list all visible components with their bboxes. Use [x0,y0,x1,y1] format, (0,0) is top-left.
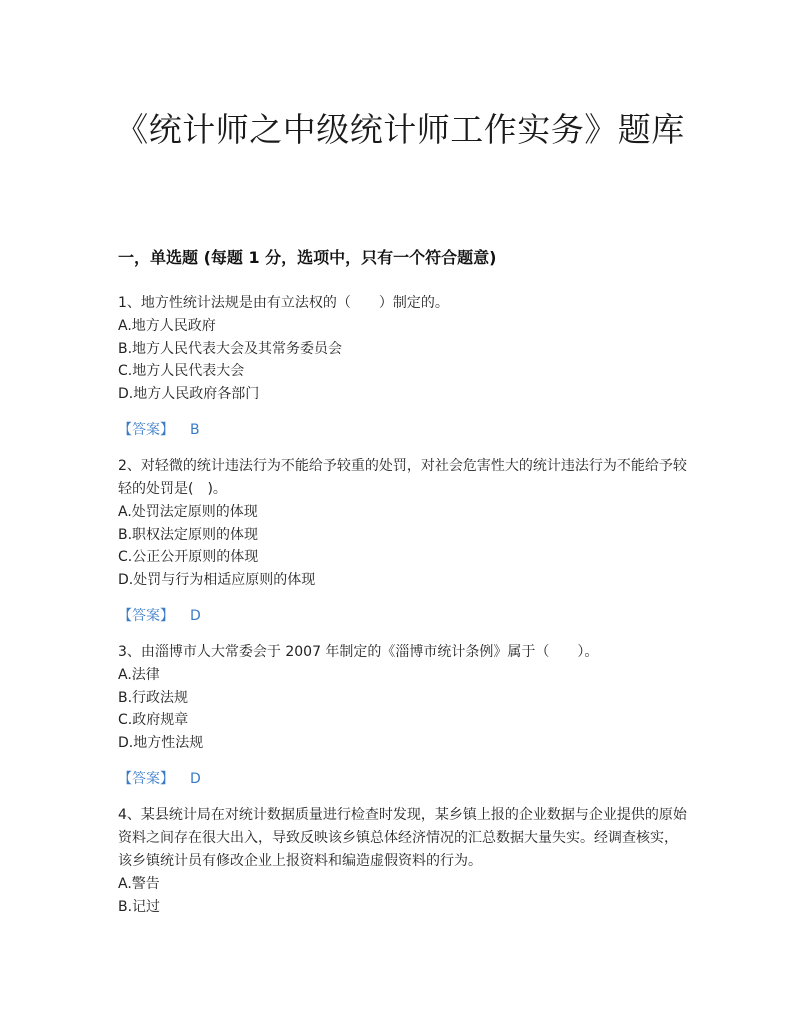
question-stem: 4、某县统计局在对统计数据质量进行检查时发现，某乡镇上报的企业数据与企业提供的原始资料之间存在很大出入，导致反映该乡镇总体经济情况的汇总数据大量失实。经调查核实，该乡镇统计员有修改企业上报资料和编造虚假资料的行为。 [118,807,687,869]
option-d: D.地方性法规 [118,734,204,751]
question-stem: 3、由淄博市人大常委会于 2007 年制定的《淄博市统计条例》属于（ ）。 [118,644,599,660]
document-title: 《统计师之中级统计师工作实务》题库 [115,110,685,149]
option-d: D.地方人民政府各部门 [118,385,260,402]
answer-line [118,768,688,790]
answer-value: D [190,771,201,787]
option-a: A.警告 [118,876,160,892]
answer-label: 【答案】 [118,422,174,438]
answer-label: 【答案】 [118,608,174,624]
question-stem: 1、地方性统计法规是由有立法权的（ ）制定的。 [118,295,449,311]
section-heading: 一，单选题 (每题 1 分，选项中，只有一个符合题意) [118,248,497,267]
option-b: B.记过 [118,898,161,915]
option-b: B.行政法规 [118,689,189,706]
option-a: A.法律 [118,667,160,683]
question-2 [118,455,688,627]
question-4 [118,804,688,918]
option-c: C.公正公开原则的体现 [118,549,259,565]
question-1 [118,292,688,441]
answer-line [118,605,688,627]
answer-label: 【答案】 [118,771,174,787]
question-stem: 2、对轻微的统计违法行为不能给予较重的处罚，对社会危害性大的统计违法行为不能给予较轻的处罚是( )。 [118,458,687,497]
option-a: A.地方人民政府 [118,318,216,334]
answer-line [118,419,688,441]
question-list [118,292,688,918]
option-b: B.地方人民代表大会及其常务委员会 [118,340,343,357]
answer-value: B [190,422,200,438]
option-d: D.处罚与行为相适应原则的体现 [118,571,316,588]
answer-value: D [190,608,201,624]
option-c: C.地方人民代表大会 [118,363,245,379]
option-a: A.处罚法定原则的体现 [118,504,258,520]
option-c: C.政府规章 [118,712,189,728]
option-b: B.职权法定原则的体现 [118,526,259,543]
question-3 [118,641,688,790]
